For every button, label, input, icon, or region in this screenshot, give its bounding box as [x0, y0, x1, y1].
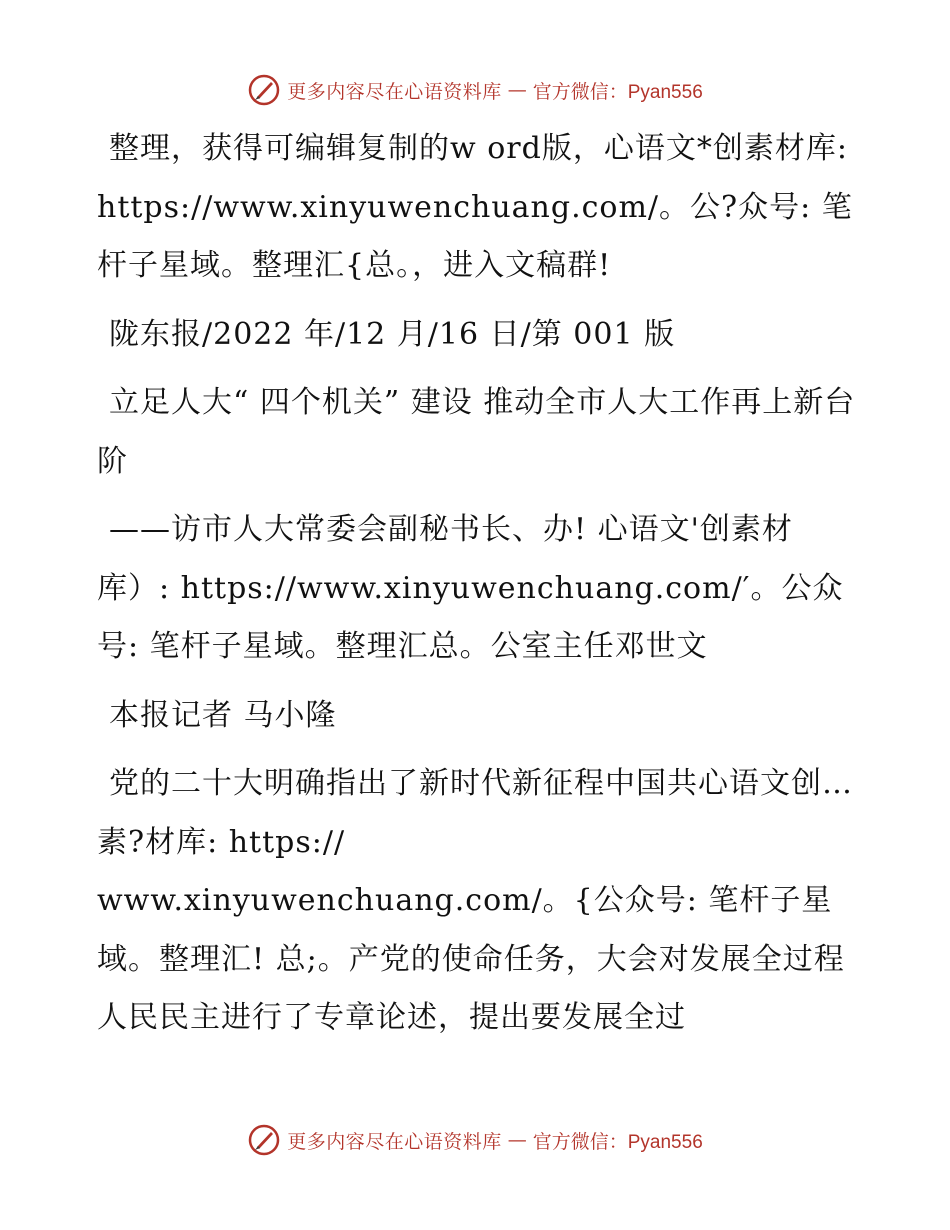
paragraph-body-start: 党的二十大明确指出了新时代新征程中国共心语文创…素?材库: https:// [97, 766, 853, 860]
banner-text: 更多内容尽在心语资料库 [287, 1130, 502, 1153]
banner-text: 更多内容尽在心语资料库 [287, 80, 502, 103]
paragraph-intro: 整理，获得可编辑复制的w ord版，心语文*创素材库: https://www.xinyuwenchuang.com/。公?众号: 笔杆子星域。整理汇{总。，进入文稿群! [97, 131, 853, 283]
document-body [97, 120, 857, 1048]
quill-seal-icon [247, 1123, 281, 1157]
header-banner [0, 70, 950, 110]
banner-separator: — [507, 1129, 527, 1151]
paragraph-source: 陇东报/2022 年/12 月/16 日/第 001 版 [109, 316, 676, 352]
banner-separator: — [507, 79, 527, 101]
quill-seal-icon [247, 73, 281, 107]
article-subtitle: ——访市人大常委会副秘书长、办! 心语文'创素材库）: https://www.xinyuwenchuang.com/′。公众号: 笔杆子星域。整理汇总。公室主任邓世文 [97, 512, 844, 664]
banner-wechat: 官方微信：Pyan556 [532, 1131, 703, 1153]
paragraph-body-cont: www.xinyuwenchuang.com/。{公众号: 笔杆子星域。整理汇! 总;。产党的使命任务，大会对发展全过程人民民主进行了专章论述，提出要发展全过 [97, 883, 845, 1035]
reporter-byline: 本报记者 马小隆 [109, 697, 337, 733]
footer-banner [0, 1120, 950, 1160]
banner-wechat: 官方微信：Pyan556 [532, 81, 703, 103]
article-title: 立足人大“ 四个机关” 建设 推动全市人大工作再上新台阶 [97, 385, 856, 479]
